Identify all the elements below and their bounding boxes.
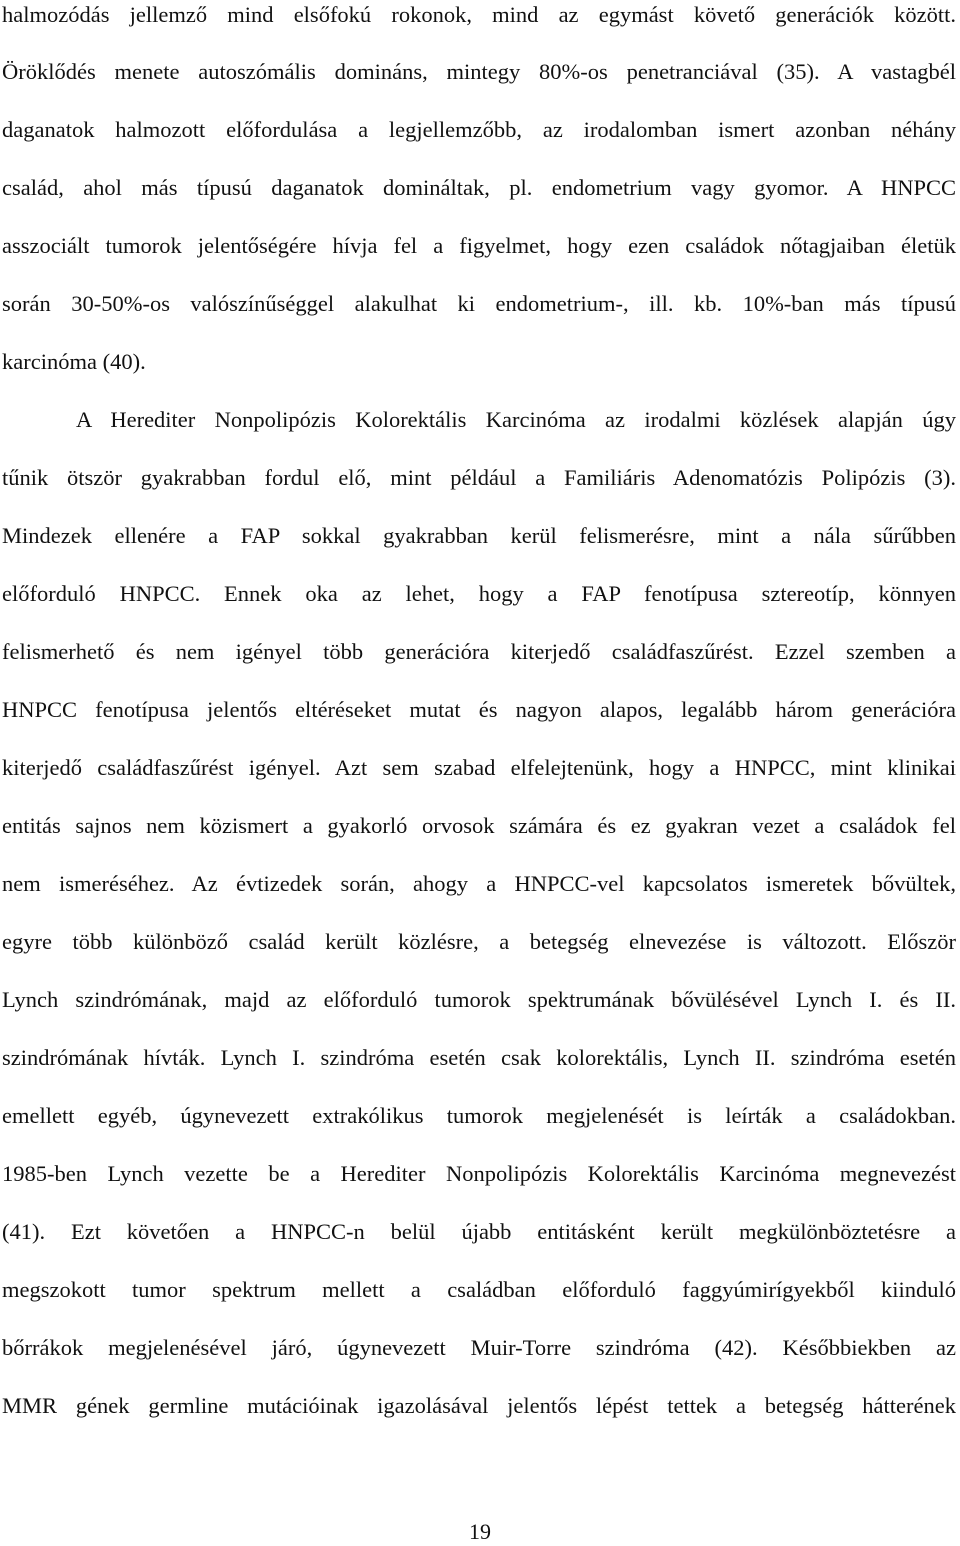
text-line: egyre több különböző család került közlésre, a betegség elnevezése is változott. Először — [2, 929, 956, 954]
text-line: (41). Ezt követően a HNPCC-n belül újabb entitásként került megkülönböztetésre a — [2, 1219, 956, 1244]
text-line: bőrrákok megjelenésével járó, úgynevezett Muir-Torre szindróma (42). Későbbiekben az — [2, 1335, 956, 1360]
text-line: Mindezek ellenére a FAP sokkal gyakrabban kerül felismerésre, mint a nála sűrűbben — [2, 523, 956, 548]
text-line: Lynch szindrómának, majd az előforduló tumorok spektrumának bővülésével Lynch I. és II. — [2, 987, 956, 1012]
page-number: 19 — [469, 1519, 491, 1544]
text-line: megszokott tumor spektrum mellett a családban előforduló faggyúmirígyekből kiinduló — [2, 1277, 956, 1302]
text-line: szindrómának hívták. Lynch I. szindróma esetén csak kolorektális, Lynch II. szindróma esetén — [2, 1045, 956, 1070]
text-line: 1985-ben Lynch vezette be a Herediter Nonpolipózis Kolorektális Karcinóma megnevezést — [2, 1161, 956, 1186]
text-line: előforduló HNPCC. Ennek oka az lehet, hogy a FAP fenotípusa sztereotíp, könnyen — [2, 581, 956, 606]
text-line: felismerhető és nem igényel több generációra kiterjedő családfaszűrést. Ezzel szemben a — [2, 639, 956, 664]
text-line: nem ismeréséhez. Az évtizedek során, ahogy a HNPCC-vel kapcsolatos ismeretek bővültek, — [2, 871, 956, 896]
text-line: karcinóma (40). — [2, 349, 146, 374]
text-line: HNPCC fenotípusa jelentős eltéréseket mutat és nagyon alapos, legalább három generációra — [2, 697, 956, 722]
text-line: során 30-50%-os valószínűséggel alakulhat ki endometrium-, ill. kb. 10%-ban más típusú — [2, 291, 956, 316]
text-line: asszociált tumorok jelentőségére hívja fel a figyelmet, hogy ezen családok nőtagjaiban életük — [2, 233, 956, 258]
text-line: család, ahol más típusú daganatok domináltak, pl. endometrium vagy gyomor. A HNPCC — [2, 175, 956, 200]
text-line: daganatok halmozott előfordulása a legjellemzőbb, az irodalomban ismert azonban néhány — [2, 117, 956, 142]
text-line: kiterjedő családfaszűrést igényel. Azt sem szabad elfelejtenünk, hogy a HNPCC, mint klinikai — [2, 755, 956, 780]
text-line: entitás sajnos nem közismert a gyakorló orvosok számára és ez gyakran vezet a családok fel — [2, 813, 956, 838]
text-line: tűnik ötször gyakrabban fordul elő, mint például a Familiáris Adenomatózis Polipózis (3). — [2, 465, 956, 490]
text-line: A Herediter Nonpolipózis Kolorektális Karcinóma az irodalmi közlések alapján úgy — [76, 407, 956, 432]
text-line: emellett egyéb, úgynevezett extrakólikus tumorok megjelenését is leírták a családokban. — [2, 1103, 956, 1128]
text-line: MMR gének germline mutációinak igazolásával jelentős lépést tettek a betegség hátterének — [2, 1393, 956, 1418]
text-line: halmozódás jellemző mind elsőfokú rokonok, mind az egymást követő generációk között. — [2, 2, 956, 27]
text-line: Öröklődés menete autoszómális domináns, mintegy 80%-os penetranciával (35). A vastagbél — [2, 59, 956, 84]
